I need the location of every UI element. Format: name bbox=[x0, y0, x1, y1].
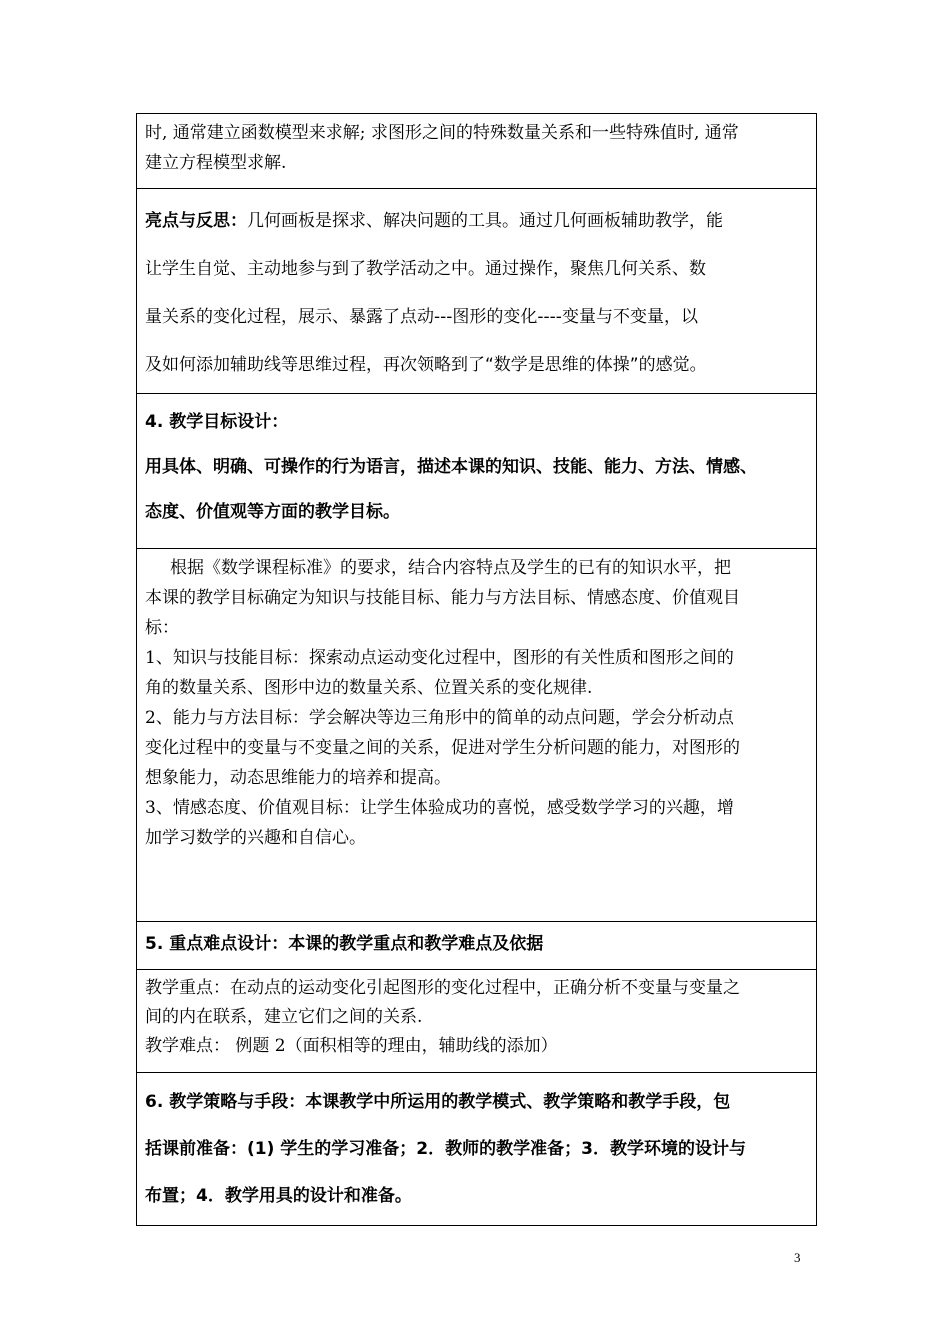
text-line: 想象能力，动态思维能力的培养和提高。 bbox=[145, 768, 451, 788]
cell-objectives-heading bbox=[137, 394, 817, 549]
text-line: 标： bbox=[145, 618, 179, 638]
table-row bbox=[137, 970, 817, 1073]
text-line: 让学生自觉、主动地参与到了教学活动之中。通过操作，聚焦几何关系、数 bbox=[145, 259, 706, 279]
text-line: 本课的教学目标确定为知识与技能目标、能力与方法目标、情感态度、价值观目 bbox=[145, 588, 740, 608]
text-line: 根据《数学课程标准》的要求，结合内容特点及学生的已有的知识水平，把 bbox=[170, 558, 731, 578]
cell-key-difficult-heading bbox=[137, 922, 817, 970]
text-line: 1、知识与技能目标：探索动点运动变化过程中，图形的有关性质和图形之间的 bbox=[145, 648, 734, 668]
text-line: 教学难点： 例题 2（面积相等的理由，辅助线的添加） bbox=[145, 1036, 558, 1056]
text-line: 教学重点：在动点的运动变化引起图形的变化过程中，正确分析不变量与变量之 bbox=[145, 978, 740, 998]
text-line: 量关系的变化过程，展示、暴露了点动---图形的变化----变量与不变量，以 bbox=[145, 307, 698, 327]
section-label: 亮点与反思： bbox=[145, 211, 247, 231]
table-row bbox=[137, 549, 817, 922]
text-line: 角的数量关系、图形中边的数量关系、位置关系的变化规律. bbox=[145, 678, 593, 698]
table-row bbox=[137, 922, 817, 970]
section-heading: 5. 重点难点设计：本课的教学重点和教学难点及依据 bbox=[145, 934, 544, 954]
text-line: 2、能力与方法目标：学会解决等边三角形中的简单的动点问题，学会分析动点 bbox=[145, 708, 734, 728]
text-line: 间的内在联系，建立它们之间的关系. bbox=[145, 1007, 423, 1027]
table-row bbox=[137, 114, 817, 189]
text-line: 变化过程中的变量与不变量之间的关系，促进对学生分析问题的能力，对图形的 bbox=[145, 738, 740, 758]
text-line: 布置；4．教学用具的设计和准备。 bbox=[145, 1186, 412, 1206]
text-line: 时, 通常建立函数模型来求解; 求图形之间的特殊数量关系和一些特殊值时, 通常 bbox=[145, 123, 739, 143]
section-heading: 6. 教学策略与手段：本课教学中所运用的教学模式、教学策略和教学手段，包 bbox=[145, 1092, 731, 1112]
text-line: 建立方程模型求解. bbox=[145, 153, 287, 173]
section-heading: 4. 教学目标设计： bbox=[145, 412, 289, 432]
text-line: 括课前准备：(1) 学生的学习准备；2．教师的教学准备；3．教学环境的设计与 bbox=[145, 1139, 746, 1159]
text-line: 加学习数学的兴趣和自信心。 bbox=[145, 828, 366, 848]
text-line: 态度、价值观等方面的教学目标。 bbox=[145, 502, 400, 522]
lesson-plan-table bbox=[136, 113, 817, 1226]
cell-model-summary bbox=[137, 114, 817, 189]
cell-key-difficult-body bbox=[137, 970, 817, 1073]
cell-strategies-heading bbox=[137, 1073, 817, 1226]
table-row bbox=[137, 394, 817, 549]
text-line: 及如何添加辅助线等思维过程，再次领略到了“数学是思维的体操”的感觉。 bbox=[145, 355, 707, 375]
page-number: 3 bbox=[794, 1250, 801, 1265]
text-line: 3、情感态度、价值观目标：让学生体验成功的喜悦，感受数学学习的兴趣，增 bbox=[145, 798, 734, 818]
table-row bbox=[137, 1073, 817, 1226]
cell-highlights-reflection bbox=[137, 189, 817, 394]
text-line: 几何画板是探求、解决问题的工具。通过几何画板辅助教学，能 bbox=[247, 211, 723, 231]
table-row bbox=[137, 189, 817, 394]
text-line: 用具体、明确、可操作的行为语言，描述本课的知识、技能、能力、方法、情感、 bbox=[145, 457, 757, 477]
cell-objectives-body bbox=[137, 549, 817, 922]
